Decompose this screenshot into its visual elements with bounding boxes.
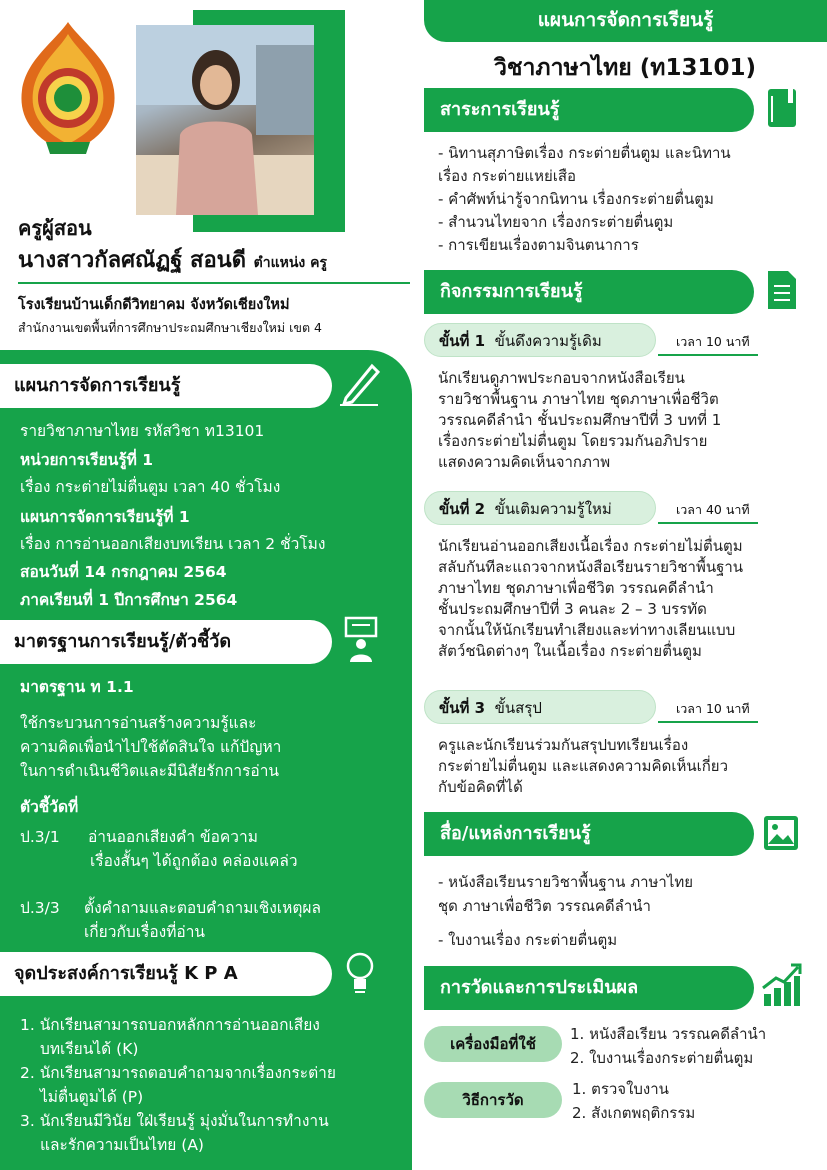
step-line: นักเรียนอ่านออกเสียงเนื้อเรื่อง กระต่ายไม่ตื่นตูม bbox=[438, 537, 743, 555]
step-name: ขั้นเติมความรู้ใหม่ bbox=[494, 500, 612, 518]
step-line: เรื่องกระต่ายไม่ตื่นตูม โดยรวมกันอภิปราย bbox=[438, 432, 708, 450]
plan-heading: แผนการจัดการเรียนรู้ bbox=[0, 364, 332, 408]
plan-line: แผนการจัดการเรียนรู้ที่ 1 bbox=[20, 508, 190, 526]
step-line: กับข้อคิดที่ได้ bbox=[438, 778, 523, 796]
activity-heading: กิจกรรมการเรียนรู้ bbox=[424, 270, 754, 314]
kpa-item-line: 3. นักเรียนมีวินัย ใฝ่เรียนรู้ มุ่งมั่นในการทำงาน bbox=[20, 1112, 329, 1130]
plan-line: รายวิชาภาษาไทย รหัสวิชา ท13101 bbox=[20, 422, 265, 440]
standard-desc-line: ในการดำเนินชีวิตและมีนิสัยรักการอ่าน bbox=[20, 762, 280, 780]
image-icon bbox=[762, 814, 800, 856]
step-3-body bbox=[438, 735, 728, 798]
step-label: ขั้นที่ 2 bbox=[439, 500, 486, 518]
tool-item: 1. หนังสือเรียน วรรณคดีลำนำ bbox=[570, 1025, 767, 1043]
tool-item: 2. ใบงานเรื่องกระต่ายตื่นตูม bbox=[570, 1049, 754, 1067]
education-office: สำนักงานเขตพื้นที่การศึกษาประถมศึกษาเชียงใหม่ เขต 4 bbox=[18, 320, 322, 335]
bar-chart-growth-icon bbox=[760, 962, 802, 1012]
pen-icon bbox=[338, 360, 382, 410]
divider bbox=[18, 282, 410, 284]
plan-line: ภาคเรียนที่ 1 ปีการศึกษา 2564 bbox=[20, 591, 238, 609]
school-emblem-logo bbox=[16, 20, 120, 160]
indicator-title: ตัวชี้วัดที่ bbox=[20, 798, 79, 816]
teacher-name bbox=[18, 242, 327, 277]
step-2-body bbox=[438, 536, 743, 662]
step-line: แสดงความคิดเห็นจากภาพ bbox=[438, 453, 611, 471]
standard-code: มาตรฐาน ท 1.1 bbox=[20, 678, 134, 696]
subject-title: วิชาภาษาไทย (ท13101) bbox=[493, 55, 756, 81]
step-label: ขั้นที่ 1 bbox=[439, 332, 486, 350]
content-item: - คำศัพท์น่ารู้จากนิทาน เรื่องกระต่ายตื่นตูม bbox=[438, 190, 714, 208]
standards-heading: มาตรฐานการเรียนรู้/ตัวชี้วัด bbox=[0, 620, 332, 664]
media-item: - หนังสือเรียนรายวิชาพื้นฐาน ภาษาไทย bbox=[438, 873, 694, 891]
step-line: รายวิชาพื้นฐาน ภาษาไทย ชุดภาษาเพื่อชีวิต bbox=[438, 390, 719, 408]
step-time: เวลา 40 นาที bbox=[658, 500, 758, 524]
step-line: จากนั้นให้นักเรียนทำเสียงและท่าทางเลียนแบบ bbox=[438, 621, 736, 639]
plan-line: หน่วยการเรียนรู้ที่ 1 bbox=[20, 451, 154, 469]
step-3-pill bbox=[424, 690, 656, 724]
step-line: วรรณคดีลำนำ ชั้นประถมศึกษาปีที่ 3 บทที่ 1 bbox=[438, 411, 722, 429]
media-item: ชุด ภาษาเพื่อชีวิต วรรณคดีลำนำ bbox=[438, 897, 651, 915]
kpa-item-line: 1. นักเรียนสามารถบอกหลักการอ่านออกเสียง bbox=[20, 1016, 320, 1034]
media-item: - ใบงานเรื่อง กระต่ายตื่นตูม bbox=[438, 931, 618, 949]
step-line: กระต่ายไม่ตื่นตูม และแสดงความคิดเห็นเกี่ยว bbox=[438, 757, 729, 775]
step-line: นักเรียนดูภาพประกอบจากหนังสือเรียน bbox=[438, 369, 685, 387]
kpa-heading: จุดประสงค์การเรียนรู้ K P A bbox=[0, 952, 332, 996]
kpa-item-line: ไม่ตื่นตูมได้ (P) bbox=[40, 1088, 144, 1106]
plan-line: สอนวันที่ 14 กรกฎาคม 2564 bbox=[20, 563, 227, 581]
step-line: ชั้นประถมศึกษาปีที่ 3 คนละ 2 – 3 บรรทัด bbox=[438, 600, 707, 618]
teacher-role-label: ครูผู้สอน bbox=[18, 216, 92, 240]
eval-heading: การวัดและการประเมินผล bbox=[424, 966, 754, 1010]
indicator-code: ป.3/1 bbox=[20, 828, 60, 846]
indicator-line: เกี่ยวกับเรื่องที่อ่าน bbox=[84, 923, 206, 941]
content-item: - นิทานสุภาษิตเรื่อง กระต่ายตื่นตูม และนิทาน bbox=[438, 144, 731, 162]
step-line: ครูและนักเรียนร่วมกันสรุปบทเรียนเรื่อง bbox=[438, 736, 689, 754]
standard-desc-line: ใช้กระบวนการอ่านสร้างความรู้และ bbox=[20, 714, 257, 732]
notebook-icon bbox=[764, 86, 800, 134]
step-line: สัตว์ชนิดต่างๆ ในเนื้อเรื่อง กระต่ายตื่นตูม bbox=[438, 642, 702, 660]
indicator-line: ตั้งคำถามและตอบคำถามเชิงเหตุผล bbox=[84, 899, 321, 917]
method-item: 1. ตรวจใบงาน bbox=[572, 1080, 669, 1098]
indicator-line: อ่านออกเสียงคำ ข้อความ bbox=[88, 828, 258, 846]
content-heading: สาระการเรียนรู้ bbox=[424, 88, 754, 132]
teacher-name-text: นางสาวกัลศณัฏฐ์ สอนดี bbox=[18, 248, 246, 273]
indicator-code: ป.3/3 bbox=[20, 899, 60, 917]
teacher-photo bbox=[136, 25, 314, 215]
media-heading: สื่อ/แหล่งการเรียนรู้ bbox=[424, 812, 754, 856]
step-label: ขั้นที่ 3 bbox=[439, 699, 486, 717]
document-icon bbox=[764, 268, 800, 316]
plan-banner: แผนการจัดการเรียนรู้ bbox=[424, 0, 827, 42]
teacher-board-icon bbox=[340, 616, 382, 668]
lightbulb-icon bbox=[342, 950, 378, 1000]
step-1-body bbox=[438, 368, 721, 473]
step-name: ขั้นดึงความรู้เดิม bbox=[494, 332, 602, 350]
kpa-item-line: 2. นักเรียนสามารถตอบคำถามจากเรื่องกระต่าย bbox=[20, 1064, 336, 1082]
plan-line: เรื่อง กระต่ายไม่ตื่นตูม เวลา 40 ชั่วโมง bbox=[20, 478, 281, 496]
step-1-pill bbox=[424, 323, 656, 357]
left-panel bbox=[0, 350, 412, 1170]
kpa-item-line: และรักความเป็นไทย (A) bbox=[40, 1136, 204, 1154]
step-time: เวลา 10 นาที bbox=[658, 332, 758, 356]
step-time: เวลา 10 นาที bbox=[658, 699, 758, 723]
methods-label: วิธีการวัด bbox=[424, 1082, 562, 1118]
method-item: 2. สังเกตพฤติกรรม bbox=[572, 1104, 696, 1122]
plan-line: เรื่อง การอ่านออกเสียงบทเรียน เวลา 2 ชั่วโมง bbox=[20, 535, 326, 553]
step-name: ขั้นสรุป bbox=[494, 699, 542, 717]
step-line: สลับกันทีละแถวจากหนังสือเรียนรายวิชาพื้นฐาน bbox=[438, 558, 744, 576]
indicator-line: เรื่องสั้นๆ ได้ถูกต้อง คล่องแคล่ว bbox=[90, 852, 298, 870]
step-2-pill bbox=[424, 491, 656, 525]
teacher-position: ตำแหน่ง ครู bbox=[253, 255, 328, 271]
content-item: - สำนวนไทยจาก เรื่องกระต่ายตื่นตูม bbox=[438, 213, 674, 231]
content-item: - การเขียนเรื่องตามจินตนาการ bbox=[438, 236, 639, 254]
step-line: ภาษาไทย ชุดภาษาเพื่อชีวิต วรรณคดีลำนำ bbox=[438, 579, 714, 597]
standard-desc-line: ความคิดเพื่อนำไปใช้ตัดสินใจ แก้ปัญหา bbox=[20, 738, 282, 756]
kpa-item-line: บทเรียนได้ (K) bbox=[40, 1040, 139, 1058]
school-name: โรงเรียนบ้านเด็กดีวิทยาคม จังหวัดเชียงใหม่ bbox=[18, 297, 290, 313]
content-item: เรื่อง กระต่ายแหย่เสือ bbox=[438, 167, 577, 185]
tools-label: เครื่องมือที่ใช้ bbox=[424, 1026, 562, 1062]
